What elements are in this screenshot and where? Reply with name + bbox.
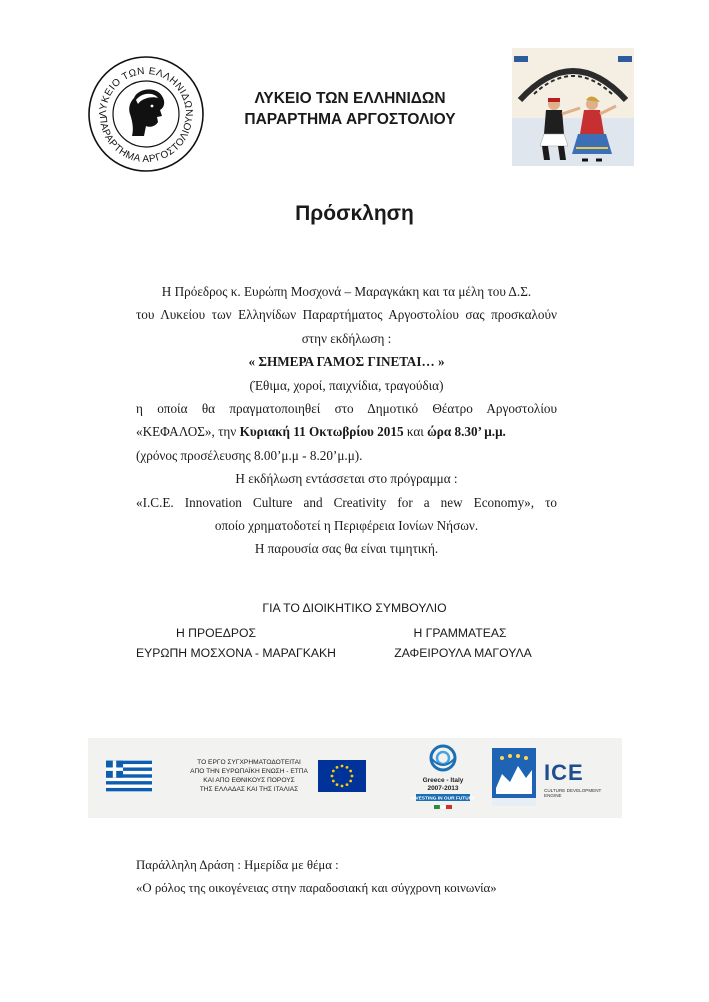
honor-line: Η παρουσία σας θα είναι τιμητική.	[254, 541, 439, 557]
parallel-event-intro: Παράλληλη Δράση : Ημερίδα με θέμα :	[136, 858, 339, 872]
organization-name: ΛΥΚΕΙΟ ΤΩΝ ΕΛΛΗΝΙΔΩΝ	[254, 90, 446, 107]
board-heading: ΓΙΑ ΤΟ ΔΙΟΙΚΗΤΙΚΟ ΣΥΜΒΟΥΛΙΟ	[262, 601, 447, 615]
invitation-title: Πρόσκληση	[295, 202, 414, 225]
program-intro: Η εκδήλωση εντάσσεται στο πρόγραμμα :	[235, 471, 458, 487]
secretary-name: ΖΑΦΕΙΡΟΥΛΑ ΜΑΓΟΥΛΑ	[394, 646, 532, 660]
invitation-line: του Λυκείου των Ελληνίδων Παραρτήματος Αργοστολίου σας προσκαλούν	[136, 307, 557, 323]
svg-text:INVESTING IN OUR FUTURE: INVESTING IN OUR FUTURE	[410, 796, 476, 802]
parallel-event-topic: «Ο ρόλος της οικογένειας στην παραδοσιακή και σύγχρονη κοινωνία»	[136, 881, 497, 895]
venue-line: η οποία θα πραγματοποιηθεί στο Δημοτικό Θέατρο Αργοστολίου	[136, 401, 557, 417]
event-date: Κυριακή 11 Οκτωβρίου 2015	[239, 424, 404, 440]
greece-italy-programme-logo	[410, 742, 476, 814]
svg-text:Greece - Italy: Greece - Italy	[422, 777, 464, 784]
program-funding: οποίο χρηματοδοτεί η Περιφέρεια Ιονίων Νήσων.	[214, 518, 479, 534]
eu-funding-text: ΤΟ ΕΡΓΟ ΣΥΓΧΡΗΜΑΤΟΔΟΤΕΙΤΑΙ ΑΠΟ ΤΗΝ ΕΥΡΩΠΑΪΚΗ ΕΝΩΣΗ - ΕΤΠΑ ΚΑΙ ΑΠΟ ΕΘΝΙΚΟΥΣ ΠΟΡΟΥΣ ΤΗΣ ΕΛΛΑΔΑΣ ΚΑΙ ΤΗΣ ΙΤΑΛΙΑΣ	[190, 759, 308, 793]
arrival-time: (χρόνος προσέλευσης 8.00’μ.μ - 8.20’μ.μ).	[136, 447, 363, 463]
invitation-line: στην εκδήλωση :	[301, 330, 392, 346]
conjunction: και	[406, 424, 424, 440]
ionian-islands-region-logo	[492, 748, 536, 806]
svg-text:2007-2013: 2007-2013	[427, 785, 459, 792]
event-time: ώρα 8.30’ μ.μ.	[427, 424, 506, 440]
svg-text:ΛΥΚΕΙΟ ΤΩΝ ΕΛΛΗΝΙΔΩΝ: ΛΥΚΕΙΟ ΤΩΝ ΕΛΛΗΝΙΔΩΝ	[97, 65, 195, 117]
eu-flag-icon	[318, 760, 366, 792]
lyceum-seal-logo	[86, 54, 206, 174]
event-subtitle: (Έθιμα, χοροί, παιχνίδια, τραγούδια)	[249, 377, 444, 393]
ice-logo: ICE CULTURE DEVELOPMENT ENGINE	[544, 760, 602, 798]
parallel-event	[136, 854, 497, 900]
president-title: Η ΠΡΟΕΔΡΟΣ	[175, 626, 256, 640]
svg-text:ΠΑΡΑΡΤΗΜΑ ΑΡΓΟΣΤΟΛΙΟΥ: ΠΑΡΑΡΤΗΜΑ ΑΡΓΟΣΤΟΛΙΟΥ	[96, 115, 196, 165]
organization-branch: ΠΑΡΑΡΤΗΜΑ ΑΡΓΟΣΤΟΛΙΟΥ	[244, 111, 456, 128]
invitation-line: Η Πρόεδρος κ. Ευρώπη Μοσχονά – Μαραγκάκη και τα μέλη του Δ.Σ.	[161, 284, 532, 299]
invitation-body	[136, 280, 557, 561]
date-time-line	[136, 420, 557, 443]
organization-header	[210, 88, 490, 130]
president-name: ΕΥΡΩΠΗ ΜΟΣΧΟΝΑ - ΜΑΡΑΓΚΑΚΗ	[136, 646, 336, 660]
secretary-title: Η ΓΡΑΜΜΑΤΕΑΣ	[413, 626, 507, 640]
folk-dancers-illustration	[512, 48, 634, 166]
greek-flag-icon	[106, 760, 152, 792]
program-name: «I.C.E. Innovation Culture and Creativity for a new Economy», το	[136, 494, 557, 510]
event-name: « ΣΗΜΕΡΑ ΓΑΜΟΣ ΓΙΝΕΤΑΙ… »	[248, 354, 445, 370]
theatre-name: «ΚΕΦΑΛΟΣ», την	[136, 424, 237, 440]
funding-logos-strip	[88, 738, 622, 818]
